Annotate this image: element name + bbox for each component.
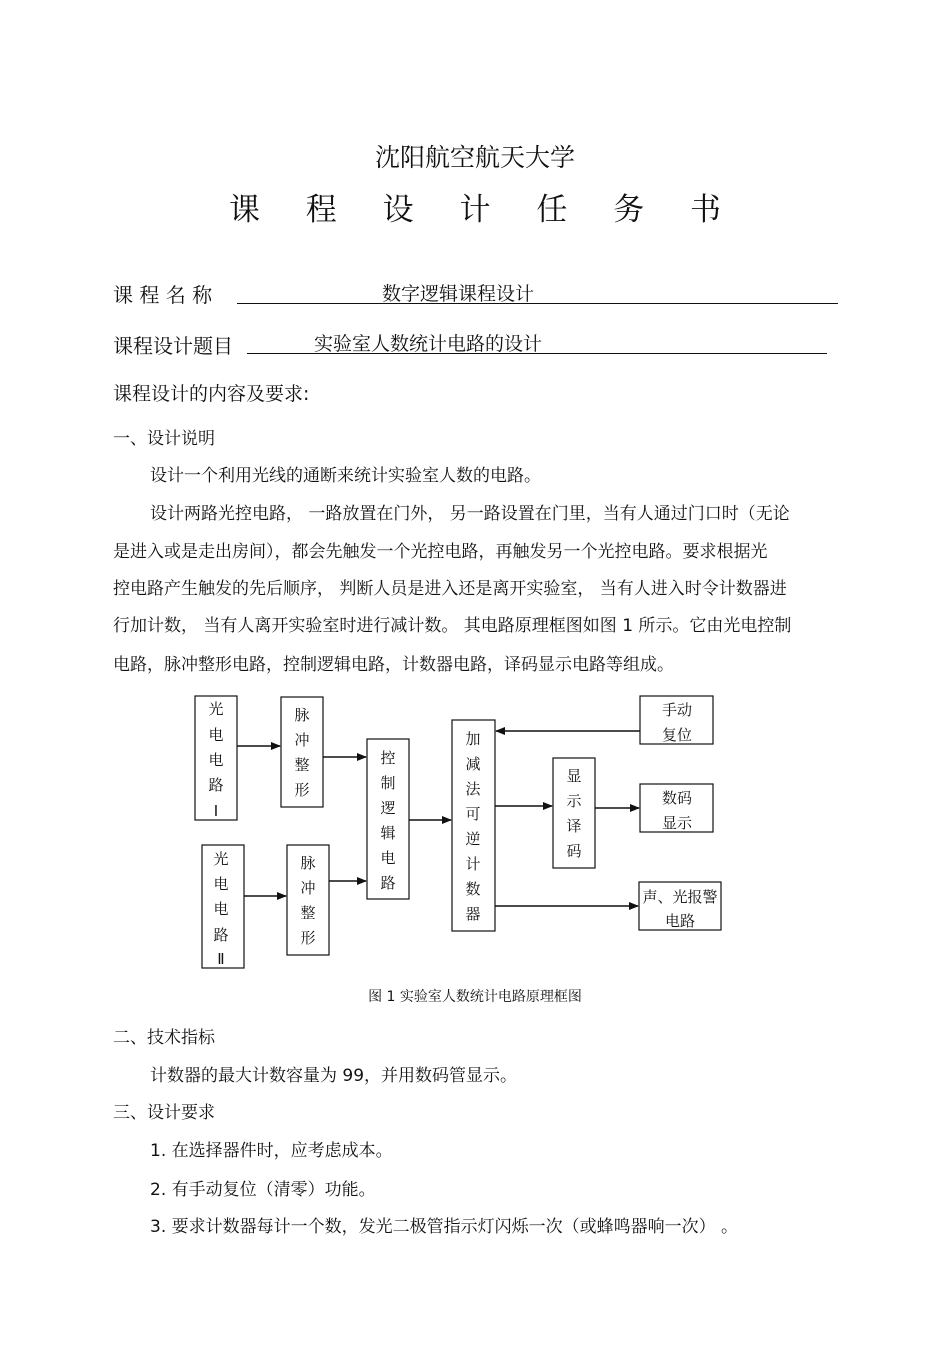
- counter-char: 逆: [465, 830, 481, 848]
- counter-block: [452, 720, 495, 931]
- counter-char: 法: [465, 780, 481, 798]
- section-1-line-1: 设计一个利用光线的通断来统计实验室人数的电路。: [150, 466, 541, 486]
- photo2-char: 电: [213, 900, 229, 918]
- section-1-heading: 一、设计说明: [113, 429, 215, 449]
- decoder-char: 译: [566, 817, 582, 835]
- logic-char: 制: [380, 774, 396, 792]
- counter-char: 减: [465, 755, 481, 773]
- section-1-line-5: 行加计数， 当有人离开实验室时进行减计数。 其电路原理框图如图 1 所示。它由光电控制: [113, 616, 792, 636]
- decoder-char: 码: [566, 842, 582, 860]
- requirement-item-3: 3. 要求计数器每计一个数，发光二极管指示灯闪烁一次（或蜂鸣器响一次） 。: [150, 1217, 739, 1237]
- decoder-char: 显: [566, 767, 582, 785]
- pulse2-char: 脉: [300, 854, 316, 872]
- requirement-item-1: 1. 在选择器件时，应考虑成本。: [150, 1141, 393, 1161]
- university-name: 沈阳航空航天大学: [374, 143, 575, 172]
- design-topic-value: 实验室人数统计电路的设计: [314, 333, 543, 355]
- photo1-char: Ⅰ: [213, 802, 219, 820]
- counter-char: 计: [465, 855, 481, 873]
- document-title: 课 程 设 计 任 务 书: [228, 192, 740, 228]
- pulse1-char: 冲: [294, 731, 310, 749]
- pulse2-char: 形: [300, 929, 316, 947]
- counter-char: 数: [465, 880, 481, 898]
- photo2-char: 路: [213, 926, 229, 944]
- pulse1-char: 脉: [294, 706, 310, 724]
- photo2-char: Ⅱ: [217, 950, 225, 968]
- counter-char: 器: [465, 905, 481, 923]
- display-text: 数码: [661, 789, 693, 807]
- pulse2-char: 冲: [300, 879, 316, 897]
- pulse2-char: 整: [300, 904, 316, 922]
- logic-char: 电: [380, 849, 396, 867]
- course-name-label: 课 程 名 称: [113, 283, 213, 307]
- section-1-line-4: 控电路产生触发的先后顺序， 判断人员是进入还是离开实验室， 当有人进入时令计数器进: [113, 579, 787, 599]
- content-heading: 课程设计的内容及要求:: [113, 383, 310, 405]
- reset-text: 复位: [661, 726, 693, 744]
- photo1-char: 光: [208, 700, 224, 718]
- pulse1-char: 形: [294, 781, 310, 799]
- counter-char: 加: [465, 730, 481, 748]
- pulse1-char: 整: [294, 756, 310, 774]
- photo1-char: 路: [208, 776, 224, 794]
- section-3-heading: 三、设计要求: [113, 1103, 215, 1123]
- logic-char: 路: [380, 874, 396, 892]
- logic-char: 控: [380, 749, 396, 767]
- photo2-char: 光: [213, 850, 229, 868]
- design-topic-label: 课程设计题目: [113, 334, 233, 358]
- logic-char: 辑: [380, 824, 396, 842]
- section-2-heading: 二、技术指标: [113, 1028, 215, 1048]
- alarm-text: 声、光报警: [642, 888, 718, 906]
- alarm-text: 电路: [664, 912, 696, 930]
- display-text: 显示: [661, 814, 693, 832]
- logic-char: 逻: [380, 799, 396, 817]
- photo1-char: 电: [208, 751, 224, 769]
- photo2-char: 电: [213, 875, 229, 893]
- figure-caption: 图 1 实验室人数统计电路原理框图: [368, 989, 582, 1005]
- section-2-line: 计数器的最大计数容量为 99，并用数码管显示。: [150, 1066, 518, 1086]
- counter-char: 可: [465, 805, 481, 823]
- photo1-char: 电: [208, 726, 224, 744]
- decoder-char: 示: [566, 792, 582, 810]
- section-1-line-2: 设计两路光控电路， 一路放置在门外， 另一路设置在门里，当有人通过门口时（无论: [150, 504, 790, 524]
- requirement-item-2: 2. 有手动复位（清零）功能。: [150, 1180, 376, 1200]
- reset-text: 手动: [661, 701, 693, 719]
- course-name-value: 数字逻辑课程设计: [382, 283, 535, 305]
- section-1-line-6: 电路，脉冲整形电路，控制逻辑电路，计数器电路，译码显示电路等组成。: [113, 655, 674, 675]
- section-1-line-3: 是进入或是走出房间），都会先触发一个光控电路，再触发另一个光控电路。要求根据光: [113, 542, 768, 562]
